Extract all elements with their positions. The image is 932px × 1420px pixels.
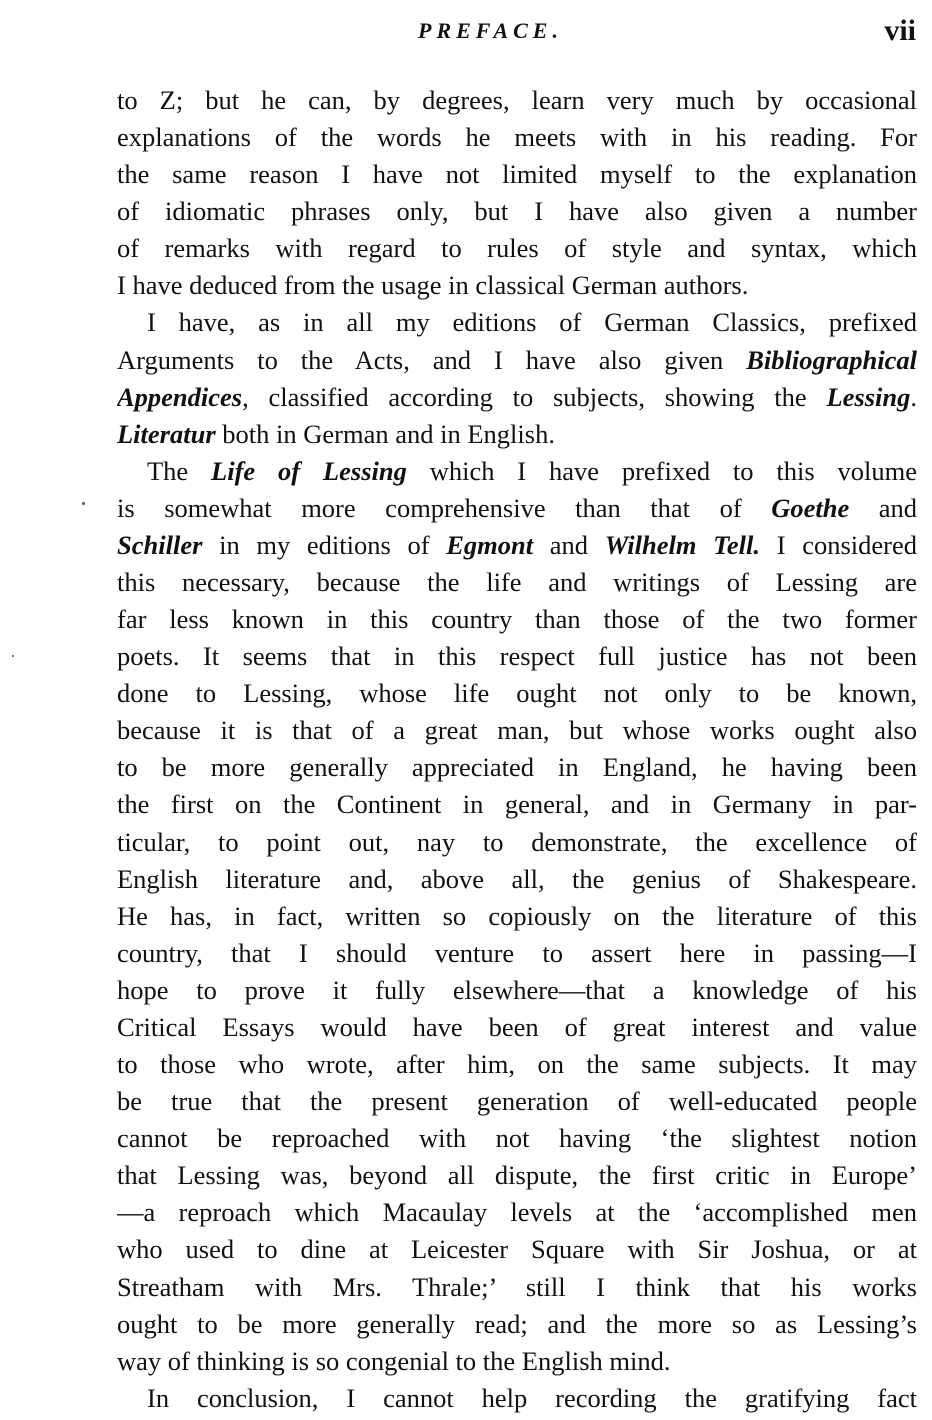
text-segment: ought to be more generally read; and the more so as Lessing’s (117, 1308, 917, 1339)
text-segment: way of thinking is so congenial to the English mind. (117, 1345, 671, 1376)
text-line (117, 861, 917, 898)
text-segment: In conclusion, I cannot help recording the gratifying fact (147, 1382, 917, 1413)
text-segment: —a reproach which Macaulay levels at the ‘accomplished men (117, 1197, 917, 1228)
text-segment: far less known in this country than those of the two former (117, 604, 917, 635)
text-line (117, 156, 917, 193)
text-line (117, 416, 917, 453)
text-line (117, 304, 917, 341)
text-segment: I have deduced from the usage in classical German authors. (117, 270, 749, 301)
text-segment: which I have prefixed to this volume (406, 455, 917, 486)
text-segment: to be more generally appreciated in England, he having been (117, 752, 917, 783)
text-line (117, 379, 917, 416)
text-line (117, 786, 917, 823)
text-line (117, 230, 917, 267)
text-segment: country, that I should venture to assert here in passing—I (117, 937, 917, 968)
italic-title: Appendices (117, 381, 243, 412)
italic-title: Bibliographical (746, 344, 917, 375)
text-segment: English literature and, above all, the genius of Shakespeare. (117, 863, 917, 894)
print-speck (82, 502, 85, 505)
text-line (117, 1120, 917, 1157)
italic-title: Lessing (826, 381, 911, 412)
page-number: vii (884, 14, 916, 47)
text-segment: He has, in fact, written so copiously on the literature of this (117, 900, 917, 931)
text-line (117, 1380, 917, 1417)
text-segment: I have, as in all my editions of German Classics, prefixed (147, 307, 917, 338)
text-segment: The (147, 455, 212, 486)
text-segment: and (849, 492, 917, 523)
text-segment: be true that the present generation of well-educated people (117, 1086, 917, 1117)
text-segment: and (533, 529, 605, 560)
text-segment: in my editions of (202, 529, 447, 560)
body-text (117, 82, 917, 1417)
running-header (0, 12, 932, 52)
text-segment: , classified according to subjects, showing the (242, 381, 827, 412)
text-line (117, 342, 917, 379)
italic-title: Egmont (446, 529, 534, 560)
text-line (117, 638, 917, 675)
text-segment: cannot be reproached with not having ‘the slightest notion (117, 1123, 917, 1154)
text-line (117, 972, 917, 1009)
italic-title: Wilhelm Tell. (604, 529, 761, 560)
text-segment: both in German and in English. (215, 418, 555, 449)
text-line (117, 601, 917, 638)
text-segment: who used to dine at Leicester Square with Sir Joshua, or at (117, 1234, 917, 1265)
text-line (117, 1157, 917, 1194)
text-line (117, 935, 917, 972)
italic-title: Life of Lessing (211, 455, 407, 486)
text-segment: I considered (760, 529, 917, 560)
text-segment: that Lessing was, beyond all dispute, the first critic in Europe’ (117, 1160, 917, 1191)
text-segment: poets. It seems that in this respect full justice has not been (117, 641, 917, 672)
text-segment: ticular, to point out, nay to demonstrate, the excellence of (117, 826, 917, 857)
italic-title: Schiller (117, 529, 203, 560)
text-segment: this necessary, because the life and writings of Lessing are (117, 567, 917, 598)
text-line (117, 119, 917, 156)
text-line (117, 1046, 917, 1083)
text-segment: Streatham with Mrs. Thrale;’ still I think that his works (117, 1271, 917, 1302)
text-line (117, 453, 917, 490)
text-line (117, 1083, 917, 1120)
text-line (117, 1231, 917, 1268)
text-segment: to those who wrote, after him, on the same subjects. It may (117, 1049, 917, 1080)
text-line (117, 267, 917, 304)
text-segment: explanations of the words he meets with in his reading. For (117, 122, 917, 153)
print-speck (12, 655, 14, 657)
text-segment: the first on the Continent in general, and in Germany in par- (117, 789, 917, 820)
text-line (117, 1306, 917, 1343)
text-line (117, 1009, 917, 1046)
text-line (117, 1343, 917, 1380)
text-line (117, 824, 917, 861)
text-segment: . (910, 381, 917, 412)
text-segment: done to Lessing, whose life ought not only to be known, (117, 678, 917, 709)
text-line (117, 527, 917, 564)
running-title: PREFACE. (418, 18, 563, 43)
italic-title: Literatur (117, 418, 216, 449)
text-segment: Critical Essays would have been of great interest and value (117, 1011, 917, 1042)
text-segment: is somewhat more comprehensive than that of (117, 492, 772, 523)
text-segment: hope to prove it fully elsewhere—that a knowledge of his (117, 974, 917, 1005)
text-segment: because it is that of a great man, but whose works ought also (117, 715, 917, 746)
text-line (117, 1194, 917, 1231)
text-segment: of idiomatic phrases only, but I have also given a number (117, 196, 917, 227)
text-line (117, 898, 917, 935)
text-segment: the same reason I have not limited myself to the explanation (117, 159, 917, 190)
text-line (117, 749, 917, 786)
text-line (117, 193, 917, 230)
text-segment: of remarks with regard to rules of style and syntax, which (117, 233, 917, 264)
text-segment: to Z; but he can, by degrees, learn very much by occasional (117, 85, 917, 115)
text-line (117, 82, 917, 119)
text-line (117, 490, 917, 527)
italic-title: Goethe (771, 492, 850, 523)
text-line (117, 675, 917, 712)
text-line (117, 1269, 917, 1306)
text-line (117, 564, 917, 601)
text-line (117, 712, 917, 749)
text-segment: Arguments to the Acts, and I have also given (117, 344, 747, 375)
